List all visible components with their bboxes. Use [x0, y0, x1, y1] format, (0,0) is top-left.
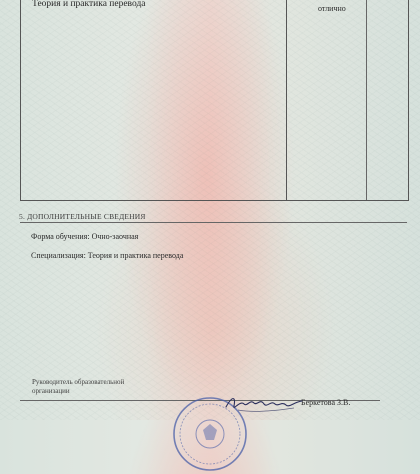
section-divider — [20, 222, 407, 223]
subject-cell: Теория и практика перевода — [32, 0, 146, 9]
section-title: 5. ДОПОЛНИТЕЛЬНЫЕ СВЕДЕНИЯ — [19, 212, 146, 221]
signer-name: Беркетова З.В. — [301, 398, 351, 407]
table-column-divider — [286, 0, 287, 200]
study-form-field: Форма обучения: Очно-заочная — [31, 232, 139, 241]
table-column-divider — [366, 0, 367, 200]
specialization-field: Специализация: Теория и практика перевода — [31, 251, 184, 260]
grade-cell: отлично — [318, 4, 346, 13]
grades-table — [20, 0, 409, 201]
head-of-organization-label: Руководитель образовательной организации — [32, 378, 125, 395]
handwritten-signature-icon — [224, 392, 304, 414]
